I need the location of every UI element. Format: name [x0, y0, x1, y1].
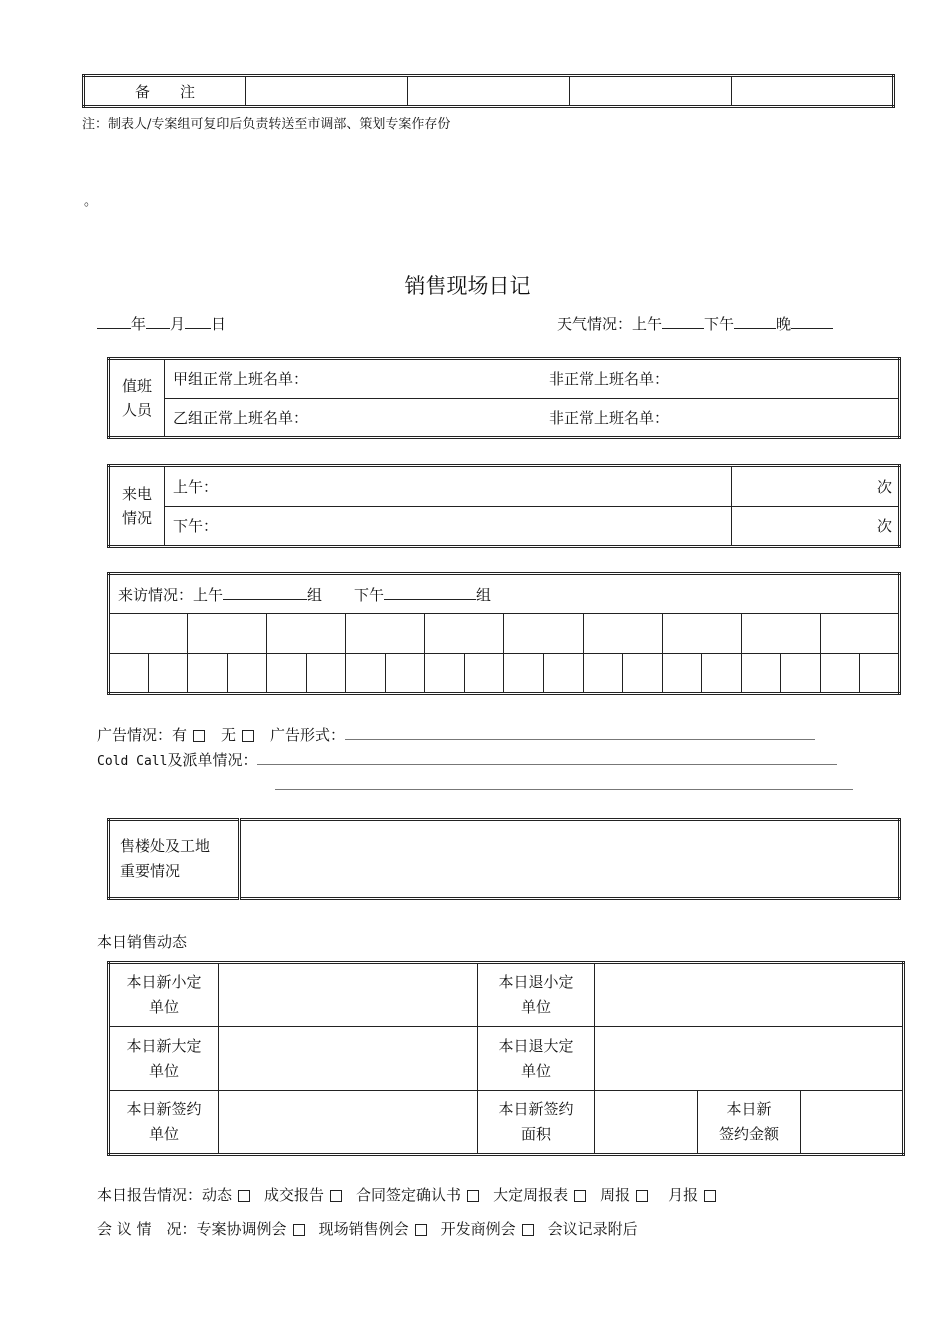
ret-big-line2: 单位 [520, 1061, 551, 1080]
stray-mark: 。 [84, 194, 98, 209]
site-table [107, 818, 901, 900]
meetings-label: 会 议 情 况： [97, 1220, 197, 1238]
meeting-item-site: 现场销售例会 [318, 1220, 409, 1238]
weather-evening-label: 晚 [776, 315, 792, 333]
ret-big-label [478, 1027, 595, 1091]
report-item-deal: 成交报告 [264, 1186, 325, 1204]
group-a-row[interactable] [165, 359, 900, 399]
site-content[interactable] [240, 820, 900, 899]
new-sign-line2: 单位 [148, 1125, 179, 1143]
group-a-label: 甲组正常上班名单： [173, 370, 309, 389]
ret-big-value[interactable] [595, 1027, 904, 1091]
visits-subcell[interactable] [385, 654, 425, 694]
ads-form-blank[interactable] [345, 725, 815, 740]
remarks-label: 备 注 [84, 76, 246, 107]
visits-cell[interactable] [583, 614, 662, 654]
weather-pm-label: 下午 [704, 315, 735, 333]
ads-label: 广告情况：有 [97, 726, 188, 744]
visits-group1: 组 [307, 586, 323, 604]
ads-no-label: 无 [221, 726, 237, 744]
new-sign-value[interactable] [219, 1091, 478, 1155]
report-item-weekly-big: 大定周报表 [493, 1186, 569, 1204]
ret-small-line2: 单位 [520, 998, 551, 1016]
remarks-table [82, 74, 895, 108]
visits-cell[interactable] [267, 614, 346, 654]
sign-area-value[interactable] [595, 1091, 698, 1155]
ret-small-line1: 本日退小定 [498, 973, 574, 991]
sign-amount-label [698, 1091, 801, 1155]
visits-subcell[interactable] [820, 654, 860, 694]
sign-area-line2: 面积 [520, 1125, 551, 1143]
meeting-coordination-checkbox[interactable] [293, 1224, 305, 1236]
ret-small-value[interactable] [595, 963, 904, 1027]
sign-area-line1: 本日新签约 [498, 1100, 574, 1118]
report-item-contract: 合同签定确认书 [356, 1186, 462, 1204]
coldcall-blank-2[interactable] [275, 775, 853, 790]
visits-cell[interactable] [741, 614, 820, 654]
date-row [97, 312, 226, 334]
visits-pm-blank[interactable] [384, 583, 476, 600]
visits-subcell[interactable] [781, 654, 821, 694]
weather-row [557, 312, 833, 334]
coldcall-row [97, 749, 837, 770]
ads-yes-checkbox[interactable] [193, 730, 205, 742]
visits-header [109, 574, 900, 614]
visits-cell[interactable] [188, 614, 267, 654]
ads-row [97, 724, 815, 745]
meeting-item-developer: 开发商例会 [440, 1220, 516, 1238]
visits-subcell[interactable] [504, 654, 544, 694]
visits-subcell[interactable] [109, 654, 149, 694]
visits-subcell[interactable] [860, 654, 900, 694]
new-small-line2: 单位 [148, 998, 179, 1016]
new-big-line1: 本日新大定 [126, 1036, 202, 1055]
remarks-cell [732, 76, 894, 107]
visits-subcell[interactable] [583, 654, 623, 694]
report-weekly-checkbox[interactable] [636, 1190, 648, 1202]
year-label: 年 [131, 315, 147, 333]
visits-subcell[interactable] [702, 654, 742, 694]
group-b-non-label: 非正常上班名单： [549, 408, 670, 427]
calls-label-line1: 来电 [121, 485, 152, 503]
month-label: 月 [170, 315, 186, 333]
visits-cell[interactable] [346, 614, 425, 654]
report-item-weekly: 周报 [600, 1186, 631, 1204]
visits-cell[interactable] [820, 614, 899, 654]
new-small-value[interactable] [219, 963, 478, 1027]
site-label-line1: 售楼处及工地 [120, 837, 211, 855]
staff-label-line2: 人员 [121, 401, 152, 419]
weather-pm-blank[interactable] [734, 312, 776, 329]
calls-am-count[interactable] [732, 466, 900, 507]
visits-cell[interactable] [425, 614, 504, 654]
calls-label-line2: 情况 [121, 509, 152, 527]
site-label-line2: 重要情况 [120, 862, 181, 880]
coldcall-suffix: 及派单情况： [167, 751, 258, 769]
visits-subcell[interactable] [425, 654, 465, 694]
visits-subcell[interactable] [464, 654, 504, 694]
report-item-dynamic: 动态 [202, 1186, 233, 1204]
reports-label: 本日报告情况： [97, 1186, 203, 1204]
calls-table [107, 464, 901, 548]
report-item-monthly: 月报 [668, 1186, 699, 1204]
visits-subcell[interactable] [544, 654, 584, 694]
sign-amount-line1: 本日新 [726, 1100, 772, 1118]
remarks-cell [570, 76, 732, 107]
visits-table [107, 572, 901, 695]
weather-evening-blank[interactable] [791, 312, 833, 329]
visits-cell[interactable] [504, 614, 583, 654]
new-big-label [109, 1027, 219, 1091]
visits-subcell[interactable] [267, 654, 307, 694]
visits-label: 来访情况：上午 [118, 586, 224, 604]
group-b-row[interactable] [165, 398, 900, 438]
ret-big-line1: 本日退大定 [498, 1036, 574, 1055]
visits-cell[interactable] [662, 614, 741, 654]
calls-pm-label: 下午： [173, 517, 219, 536]
report-monthly-checkbox[interactable] [704, 1190, 716, 1202]
new-sign-line1: 本日新签约 [126, 1100, 202, 1118]
calls-pm-cell[interactable] [165, 506, 732, 547]
site-label [109, 820, 240, 899]
staff-table [107, 357, 901, 439]
group-b-label: 乙组正常上班名单： [173, 408, 309, 427]
report-contract-checkbox[interactable] [467, 1190, 479, 1202]
day-label: 日 [211, 315, 227, 333]
reports-row [97, 1184, 722, 1205]
report-deal-checkbox[interactable] [330, 1190, 342, 1202]
remarks-cell [408, 76, 570, 107]
sign-amount-line2: 签约金额 [718, 1125, 779, 1143]
new-big-value[interactable] [219, 1027, 478, 1091]
visits-subcell[interactable] [227, 654, 267, 694]
sign-amount-value[interactable] [801, 1091, 904, 1155]
sign-area-label [478, 1091, 595, 1155]
month-blank[interactable] [146, 312, 170, 329]
visits-subcell[interactable] [623, 654, 663, 694]
remarks-cell [246, 76, 408, 107]
visits-pm-label: 下午 [354, 586, 385, 604]
weather-am-blank[interactable] [662, 312, 704, 329]
visits-subcell[interactable] [148, 654, 188, 694]
new-sign-label [109, 1091, 219, 1155]
sales-table [107, 961, 905, 1156]
staff-label-line1: 值班 [121, 377, 152, 395]
visits-subcell[interactable] [662, 654, 702, 694]
ads-form-label: 广告形式： [270, 726, 346, 744]
calls-label [109, 466, 165, 547]
calls-am-cell[interactable] [165, 466, 732, 507]
visits-am-blank[interactable] [223, 583, 307, 600]
report-dynamic-checkbox[interactable] [238, 1190, 250, 1202]
new-small-line1: 本日新小定 [126, 973, 202, 991]
visits-cell[interactable] [109, 614, 188, 654]
day-blank[interactable] [185, 312, 211, 329]
calls-am-unit: 次 [876, 477, 892, 496]
staff-label [109, 359, 165, 438]
new-small-label [109, 963, 219, 1027]
calls-pm-unit: 次 [876, 517, 892, 536]
visits-subcell[interactable] [741, 654, 781, 694]
meetings-row [97, 1218, 638, 1239]
meeting-developer-checkbox[interactable] [522, 1224, 534, 1236]
visits-subcell[interactable] [188, 654, 228, 694]
weather-label: 天气情况：上午 [557, 315, 663, 333]
visits-group2: 组 [476, 586, 492, 604]
meeting-tail: 会议记录附后 [547, 1220, 638, 1238]
report-weekly-big-checkbox[interactable] [574, 1190, 586, 1202]
top-note: 注：制表人/专案组可复印后负责转送至市调部、策划专案作存份 [82, 117, 451, 132]
coldcall-label: Cold Call [97, 754, 168, 769]
ads-no-checkbox[interactable] [242, 730, 254, 742]
sales-heading: 本日销售动态 [97, 933, 188, 951]
year-blank[interactable] [97, 312, 131, 329]
ret-small-label [478, 963, 595, 1027]
meeting-site-checkbox[interactable] [415, 1224, 427, 1236]
new-big-line2: 单位 [148, 1061, 179, 1080]
meeting-item-coordination: 专案协调例会 [196, 1220, 287, 1238]
calls-am-label: 上午： [173, 477, 219, 496]
visits-subcell[interactable] [346, 654, 386, 694]
calls-pm-count[interactable] [732, 506, 900, 547]
coldcall-blank[interactable] [257, 750, 837, 765]
page-title: 销售现场日记 [404, 274, 531, 298]
group-a-non-label: 非正常上班名单： [549, 370, 670, 389]
visits-subcell[interactable] [306, 654, 346, 694]
